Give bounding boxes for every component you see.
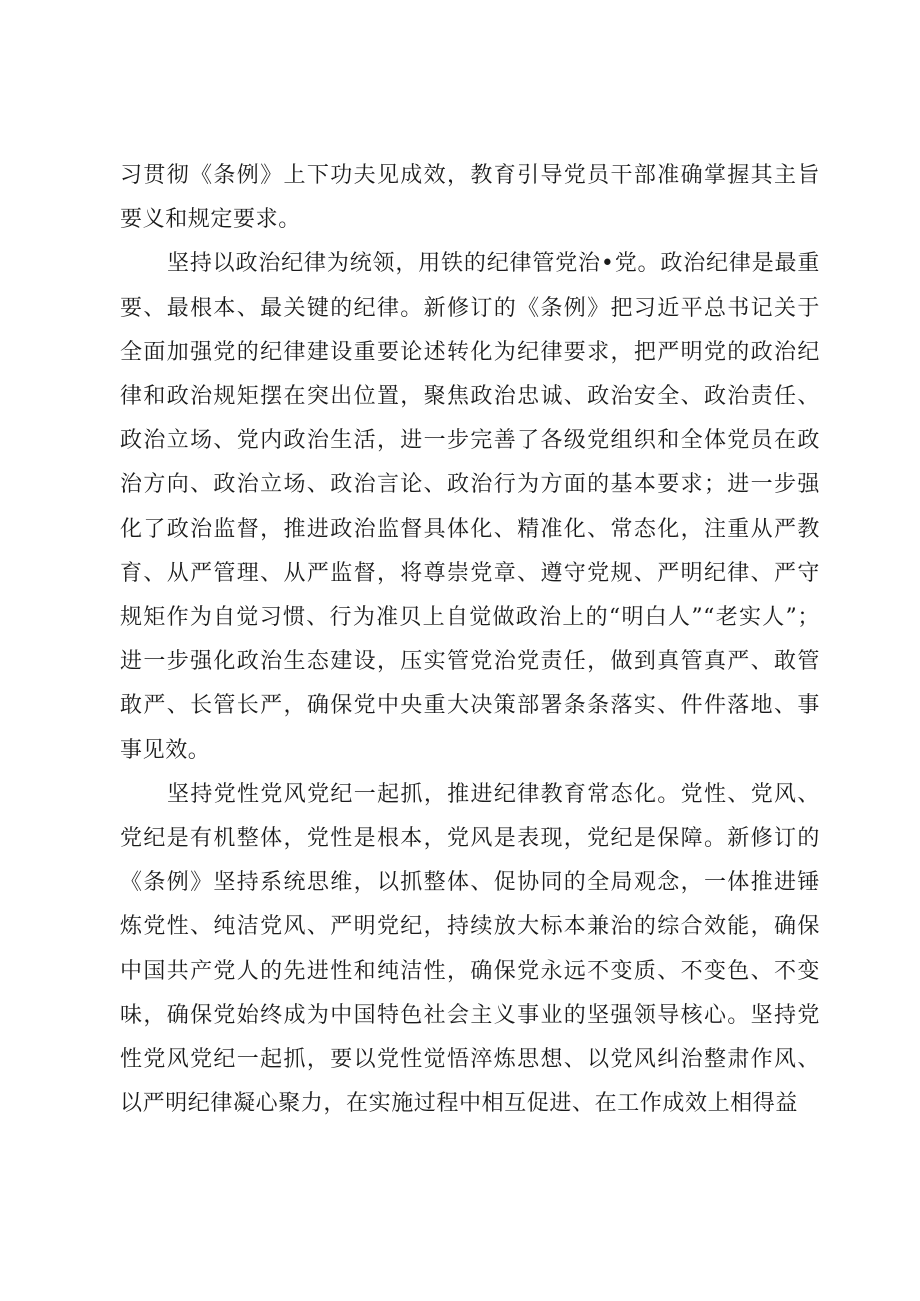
- document-body: [120, 154, 820, 1126]
- paragraph-continuation: 习贯彻《条例》上下功夫见成效，教育引导党员干部准确掌握其主旨要义和规定要求。: [120, 163, 820, 233]
- paragraph-political-discipline: 坚持以政治纪律为统领，用铁的纪律管党治•党。政治纪律是最重要、最根本、最关键的纪律。新修订的《条例》把习近平总书记关于全面加强党的纪律建设重要论述转化为纪律要求，把严明党的政治纪律和政治规矩摆在突出位置，聚焦政治忠诚、政治安全、政治责任、政治立场、党内政治生活，进一步完善了各级党组织和全体党员在政治方向、政治立场、政治言论、政治行为方面的基本要求；进一步强化了政治监督，推进政治监督具体化、精准化、常态化，注重从严教育、从严管理、从严监督，将尊崇党章、遵守党规、严明纪律、严守规矩作为自觉习惯、行为准贝上自觉做政治上的“明白人”“老实人”；进一步强化政治生态建设，压实管党治党责任，做到真管真严、敢管敢严、长管长严，确保党中央重大决策部署条条落实、件件落地、事事见效。: [120, 251, 820, 763]
- paragraph-party-spirit: 坚持党性党风党纪一起抓，推进纪律教育常态化。党性、党风、党纪是有机整体，党性是根本，党风是表现，党纪是保障。新修订的《条例》坚持系统思维，以抓整体、促协同的全局观念，一体推进锤炼党性、纯洁党风、严明党纪，持续放大标本兼治的综合效能，确保中国共产党人的先进性和纯洁性，确保党永远不变质、不变色、不变味，确保党始终成为中国特色社会主义事业的坚强领导核心。坚持党性党风党纪一起抓，要以党性觉悟淬炼思想、以党风纠治整肃作风、以严明纪律凝心聚力，在实施过程中相互促进、在工作成效上相得益: [120, 781, 820, 1117]
